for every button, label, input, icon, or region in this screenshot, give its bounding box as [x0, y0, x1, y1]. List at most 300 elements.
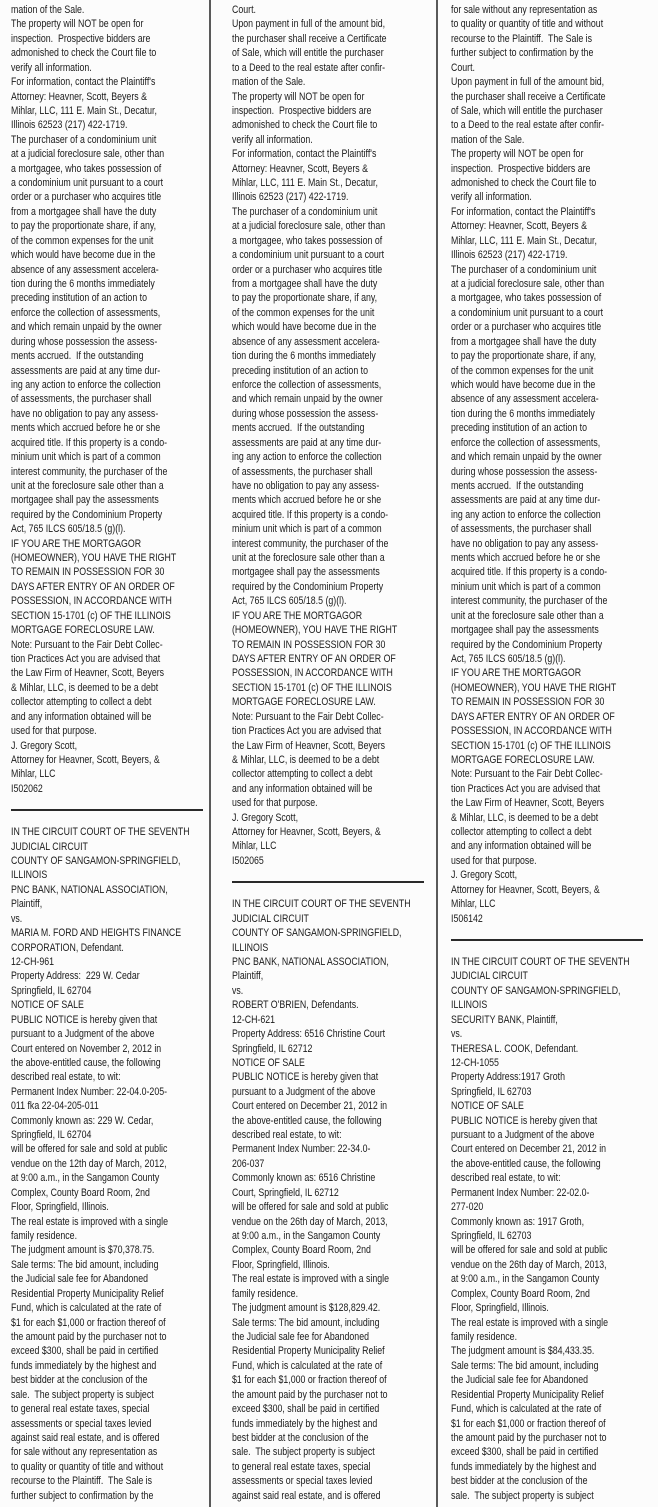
text-line: admonished to check the Court file to [451, 177, 597, 190]
text-line: against said real estate, and is offered [11, 1431, 160, 1444]
text-line: DAYS AFTER ENTRY OF AN ORDER OF [11, 580, 175, 593]
text-line: best bidder at the conclusion of the [232, 1431, 369, 1444]
text-line: collector attempting to collect a debt [11, 696, 152, 709]
text-line: tion Practices Act you are advised that [451, 782, 601, 795]
text-line: for sale without any representation as [451, 4, 598, 16]
text-line: Court. [232, 4, 256, 16]
text-line: ILLINOIS [232, 941, 269, 954]
text-line: J. Gregory Scott, [232, 811, 299, 824]
text-line: funds immediately by the highest and [232, 1417, 378, 1430]
text-line: vs. [232, 984, 244, 997]
text-line: Attorney for Heavner, Scott, Beyers, & [451, 883, 600, 896]
text-line: enforce the collection of assessments, [11, 306, 161, 319]
text-line: to pay the proportionate share, if any, [232, 292, 378, 305]
text-line: SECTION 15-1701 (c) OF THE ILLINOIS [451, 739, 611, 752]
notice-divider [232, 881, 424, 883]
text-line: POSSESSION, IN ACCORDANCE WITH [451, 725, 612, 738]
text-line: minium unit which is part of a common [11, 451, 161, 464]
text-line: Commonly known as: 229 W. Cedar, [11, 1114, 154, 1127]
text-line: Property Address: 6516 Christine Court [232, 1028, 386, 1041]
text-line: assessments or special taxes levied [232, 1475, 373, 1488]
text-line: Illinois 62523 (217) 422-1719. [11, 119, 128, 132]
text-line: Mihlar, LLC [451, 898, 496, 911]
text-line: at 9:00 a.m., in the Sangamon County [451, 1273, 600, 1286]
text-line: Court entered on December 21, 2012 in [451, 1143, 607, 1156]
text-line: to pay the proportionate share, if any, [451, 350, 597, 363]
text-line: from a mortgagee shall have the duty [451, 335, 597, 348]
text-line: Floor, Springfield, Illinois. [11, 1201, 109, 1214]
text-line: ILLINOIS [451, 999, 488, 1012]
text-line: ROBERT O'BRIEN, Defendants. [232, 999, 359, 1012]
text-line: Residential Property Municipality Relief [11, 1287, 164, 1300]
text-line: sale. The subject property is subject [232, 1446, 375, 1459]
text-line: which would have become due in the [11, 249, 156, 262]
text-line: PUBLIC NOTICE is hereby given that [451, 1114, 598, 1127]
text-line: to pay the proportionate share, if any, [11, 220, 157, 233]
text-line: ments accrued. If the outstanding [11, 350, 144, 363]
text-line: Plaintiff, [232, 970, 264, 983]
text-line: admonished to check the Court file to [232, 119, 378, 132]
text-line: Springfield, IL 62703 [451, 1230, 532, 1243]
text-line: vs. [451, 1028, 463, 1041]
text-line: TO REMAIN IN POSSESSION FOR 30 [451, 696, 605, 709]
text-line: I502062 [11, 782, 43, 795]
text-line: Attorney for Heavner, Scott, Beyers, & [232, 826, 381, 839]
text-line: verify all information. [451, 191, 532, 204]
text-line: from a mortgagee shall have the duty [11, 205, 157, 218]
text-line: and any information obtained will be [11, 710, 152, 723]
text-line: Springfield, IL 62703 [451, 1085, 532, 1098]
text-line: Court. [451, 61, 475, 74]
text-line: absence of any assessment accelera- [11, 263, 159, 276]
text-line: I506142 [451, 912, 483, 925]
text-line: Commonly known as: 1917 Groth, [451, 1215, 585, 1228]
text-line: preceding institution of an action to [232, 364, 369, 377]
text-line: MORTGAGE FORECLOSURE LAW. [11, 624, 155, 637]
text-line: collector attempting to collect a debt [451, 826, 592, 839]
text-line: further subject to confirmation by the [451, 47, 594, 60]
text-line: IN THE CIRCUIT COURT OF THE SEVENTH [11, 826, 190, 839]
text-line: & Mihlar, LLC, is deemed to be a debt [232, 753, 380, 766]
text-line: minium unit which is part of a common [232, 523, 382, 536]
text-line: Springfield, IL 62712 [232, 1042, 313, 1055]
text-line: MARIA M. FORD AND HEIGHTS FINANCE [11, 927, 182, 940]
text-line: Note: Pursuant to the Fair Debt Collec- [451, 768, 603, 781]
text-line: acquired title. If this property is a condo- [451, 566, 608, 579]
text-line: Act, 765 ILCS 605/18.5 (g)(l). [11, 523, 126, 536]
text-line: For information, contact the Plaintiff's [451, 205, 596, 218]
text-line: verify all information. [11, 61, 92, 74]
text-line: inspection. Prospective bidders are [451, 162, 591, 175]
text-line: & Mihlar, LLC, is deemed to be a debt [11, 681, 159, 694]
text-line: of the common expenses for the unit [451, 364, 594, 377]
text-line: during whose possession the assess- [232, 407, 379, 420]
text-line: required by the Condominium Property [451, 638, 603, 651]
text-line: the amount paid by the purchaser not to [11, 1330, 167, 1343]
text-line: 277-020 [451, 1201, 484, 1214]
text-line: used for that purpose. [232, 797, 318, 810]
text-line: vendue on the 26th day of March, 2013, [232, 1215, 388, 1228]
text-line: The judgment amount is $128,829.42. [232, 1302, 381, 1315]
text-line: The judgment amount is $70,378.75. [11, 1244, 155, 1257]
text-line: ments accrued. If the outstanding [232, 422, 365, 435]
text-line: at 9:00 a.m., in the Sangamon County [232, 1230, 381, 1243]
text-line: Permanent Index Number: 22-34.0- [232, 1143, 371, 1156]
text-line: Plaintiff, [11, 898, 43, 911]
text-line: mation of the Sale. [451, 133, 525, 146]
text-line: CORPORATION, Defendant. [11, 941, 124, 954]
text-line: TO REMAIN IN POSSESSION FOR 30 [11, 566, 165, 579]
text-line: Note: Pursuant to the Fair Debt Collec- [232, 710, 384, 723]
text-line: a condominium unit pursuant to a court [11, 177, 164, 190]
text-line: ments accrued. If the outstanding [451, 479, 584, 492]
text-line: The judgment amount is $84,433.35. [451, 1345, 595, 1358]
text-line: of the common expenses for the unit [232, 306, 375, 319]
text-line: Mihlar, LLC, 111 E. Main St., Decatur, [232, 177, 378, 190]
text-line: 011 fka 22-04-205-011 [11, 1100, 99, 1113]
text-line: funds immediately by the highest and [11, 1359, 157, 1372]
text-line: the Law Firm of Heavner, Scott, Beyers [232, 739, 386, 752]
text-line: unit at the foreclosure sale other than a [451, 609, 604, 622]
text-line: The purchaser of a condominium unit [232, 205, 378, 218]
text-line: tion Practices Act you are advised that [11, 652, 161, 665]
text-line: Property Address:1917 Groth [451, 1071, 565, 1084]
text-line: interest community, the purchaser of the [232, 537, 389, 550]
text-line: ments which accrued before he or she [451, 552, 601, 565]
text-line: to quality or quantity of title and without [451, 18, 604, 31]
text-line: will be offered for sale and sold at public [232, 1201, 389, 1214]
text-line: and which remain unpaid by the owner [232, 393, 383, 406]
text-line: of the common expenses for the unit [11, 234, 154, 247]
text-line: MORTGAGE FORECLOSURE LAW. [451, 753, 595, 766]
text-line: DAYS AFTER ENTRY OF AN ORDER OF [232, 652, 396, 665]
text-line: Act, 765 ILCS 605/18.5 (g)(l). [232, 595, 347, 608]
text-line: unit at the foreclosure sale other than a [232, 552, 385, 565]
text-line: which would have become due in the [451, 378, 596, 391]
text-line: of Sale, which will entitle the purchaser [232, 47, 384, 60]
text-line: 206-037 [232, 1157, 265, 1170]
text-line: to a Deed to the real estate after confir- [451, 119, 605, 132]
text-line: and which remain unpaid by the owner [451, 451, 602, 464]
text-line: a condominium unit pursuant to a court [451, 306, 604, 319]
text-line: minium unit which is part of a common [451, 580, 601, 593]
notice-column-1-content [11, 3, 211, 1503]
text-line: have no obligation to pay any assess- [451, 537, 599, 550]
text-line: NOTICE OF SALE [451, 1100, 524, 1113]
text-line: The property will NOT be open for [232, 90, 365, 103]
text-line: a condominium unit pursuant to a court [232, 249, 385, 262]
text-line: against said real estate, and is offered [232, 1489, 381, 1502]
text-line: family residence. [451, 1330, 518, 1343]
text-line: described real estate, to wit: [232, 1129, 342, 1142]
text-line: DAYS AFTER ENTRY OF AN ORDER OF [451, 710, 615, 723]
text-line: SECTION 15-1701 (c) OF THE ILLINOIS [11, 609, 171, 622]
text-line: Note: Pursuant to the Fair Debt Collec- [11, 638, 163, 651]
text-line: Attorney: Heavner, Scott, Beyers & [11, 90, 147, 103]
text-line: to quality or quantity of title and without [11, 1460, 164, 1473]
text-line: have no obligation to pay any assess- [232, 479, 380, 492]
text-line: of assessments, the purchaser shall [232, 465, 373, 478]
text-line: Mihlar, LLC, 111 E. Main St., Decatur, [451, 234, 597, 247]
text-line: TO REMAIN IN POSSESSION FOR 30 [232, 638, 386, 651]
text-line: 12-CH-1055 [451, 1056, 499, 1069]
text-line: IN THE CIRCUIT COURT OF THE SEVENTH [232, 898, 411, 911]
notice-divider [11, 809, 203, 811]
text-line: COUNTY OF SANGAMON-SPRINGFIELD, [11, 855, 181, 868]
text-line: the purchaser shall receive a Certificate [451, 90, 606, 103]
text-line: required by the Condominium Property [11, 508, 163, 521]
text-line: ILLINOIS [11, 869, 48, 882]
text-line: IF YOU ARE THE MORTGAGOR [232, 609, 363, 622]
text-line: POSSESSION, IN ACCORDANCE WITH [11, 595, 172, 608]
text-line: IN THE CIRCUIT COURT OF THE SEVENTH [451, 956, 630, 968]
text-line: mortgagee shall pay the assessments [451, 624, 599, 637]
text-line: Complex, County Board Room, 2nd [232, 1244, 371, 1257]
text-line: preceding institution of an action to [11, 292, 148, 305]
text-line: at a judicial foreclosure sale, other than [11, 148, 165, 161]
text-line: assessments are paid at any time dur- [451, 494, 601, 507]
text-line: mortgagee shall pay the assessments [11, 494, 159, 507]
text-line: vendue on the 26th day of March, 2013, [451, 1258, 607, 1271]
text-line: Attorney: Heavner, Scott, Beyers & [451, 220, 587, 233]
text-line: verify all information. [232, 133, 313, 146]
text-line: will be offered for sale and sold at public [11, 1143, 168, 1156]
text-line: the Judicial sale fee for Abandoned [232, 1330, 369, 1343]
text-line: family residence. [232, 1287, 299, 1300]
text-line: assessments are paid at any time dur- [232, 436, 382, 449]
text-line: ing any action to enforce the collection [451, 508, 601, 521]
text-line: have no obligation to pay any assess- [11, 407, 159, 420]
text-line: Mihlar, LLC [232, 840, 277, 853]
text-line: sale. The subject property is subject [451, 1489, 594, 1502]
text-line: vs. [11, 912, 23, 925]
text-line: JUDICIAL CIRCUIT [451, 970, 528, 983]
text-line: pursuant to a Judgment of the above [451, 1129, 595, 1142]
text-line: COUNTY OF SANGAMON-SPRINGFIELD, [451, 984, 621, 997]
notice-column-2-content [232, 3, 432, 1503]
text-line: Illinois 62523 (217) 422-1719. [232, 191, 349, 204]
notice-column-2 [232, 3, 482, 1503]
text-line: the amount paid by the purchaser not to [451, 1431, 607, 1444]
text-line: acquired title. If this property is a condo- [232, 508, 389, 521]
text-line: Complex, County Board Room, 2nd [11, 1186, 150, 1199]
text-line: J. Gregory Scott, [451, 869, 518, 882]
text-line: Fund, which is calculated at the rate of [11, 1302, 162, 1315]
text-line: best bidder at the conclusion of the [11, 1374, 148, 1387]
text-line: $1 for each $1,000 or fraction thereof of [11, 1316, 166, 1329]
text-line: PNC BANK, NATIONAL ASSOCIATION, [11, 883, 168, 896]
text-line: The real estate is improved with a single [232, 1273, 390, 1286]
text-line: Court entered on December 21, 2012 in [232, 1100, 388, 1113]
text-line: (HOMEOWNER), YOU HAVE THE RIGHT [232, 624, 398, 637]
text-line: preceding institution of an action to [451, 422, 588, 435]
text-line: For information, contact the Plaintiff's [232, 148, 377, 161]
text-line: will be offered for sale and sold at public [451, 1244, 608, 1257]
text-line: assessments are paid at any time dur- [11, 364, 161, 377]
text-line: the above-entitled cause, the following [11, 1056, 161, 1069]
text-line: pursuant to a Judgment of the above [232, 1085, 376, 1098]
text-line: ments which accrued before he or she [11, 422, 161, 435]
text-line: recourse to the Plaintiff. The Sale is [11, 1475, 153, 1488]
text-line: family residence. [11, 1230, 78, 1243]
text-line: Illinois 62523 (217) 422-1719. [451, 249, 568, 262]
text-line: of Sale, which will entitle the purchaser [451, 104, 603, 117]
text-line: IF YOU ARE THE MORTGAGOR [451, 667, 582, 680]
text-line: COUNTY OF SANGAMON-SPRINGFIELD, [232, 927, 402, 940]
text-line: SECURITY BANK, Plaintiff, [451, 1013, 558, 1026]
text-line: collector attempting to collect a debt [232, 768, 373, 781]
text-line: Court, Springfield, IL 62712 [232, 1186, 339, 1199]
text-line: enforce the collection of assessments, [232, 378, 382, 391]
text-line: the purchaser shall receive a Certificate [232, 32, 387, 45]
text-line: Fund, which is calculated at the rate of [232, 1359, 383, 1372]
text-line: ing any action to enforce the collection [232, 451, 382, 464]
text-line: to general real estate taxes, special [11, 1403, 150, 1416]
text-line: the Law Firm of Heavner, Scott, Beyers [11, 667, 165, 680]
text-line: PUBLIC NOTICE is hereby given that [11, 1013, 158, 1026]
text-line: order or a purchaser who acquires title [451, 321, 602, 334]
text-line: the Law Firm of Heavner, Scott, Beyers [451, 797, 605, 810]
text-line: and which remain unpaid by the owner [11, 321, 162, 334]
notice-column-3 [451, 3, 658, 1503]
text-line: the above-entitled cause, the following [451, 1157, 601, 1170]
text-line: and any information obtained will be [232, 782, 373, 795]
text-line: Residential Property Municipality Relief [451, 1388, 604, 1401]
text-line: during whose possession the assess- [11, 335, 158, 348]
text-line: sale. The subject property is subject [11, 1388, 154, 1401]
text-line: tion during the 6 months immediately [451, 407, 595, 420]
text-line: to a Deed to the real estate after confir- [232, 61, 386, 74]
text-line: PNC BANK, NATIONAL ASSOCIATION, [232, 956, 389, 968]
text-line: IF YOU ARE THE MORTGAGOR [11, 537, 142, 550]
text-line: The property will NOT be open for [11, 18, 144, 31]
text-line: Upon payment in full of the amount bid, [451, 76, 605, 89]
text-line: admonished to check the Court file to [11, 47, 157, 60]
text-line: Fund, which is calculated at the rate of [451, 1403, 602, 1416]
text-line: Sale terms: The bid amount, including [451, 1359, 599, 1372]
text-line: Floor, Springfield, Illinois. [232, 1258, 330, 1271]
text-line: a mortgagee, who takes possession of [11, 162, 162, 175]
text-line: SECTION 15-1701 (c) OF THE ILLINOIS [232, 681, 392, 694]
text-line: exceed $300, shall be paid in certified [232, 1403, 380, 1416]
text-line: (HOMEOWNER), YOU HAVE THE RIGHT [451, 681, 617, 694]
text-line: ments which accrued before he or she [232, 494, 382, 507]
text-line: absence of any assessment accelera- [232, 335, 380, 348]
text-line: described real estate, to wit: [11, 1071, 121, 1084]
notice-column-3-content [451, 3, 651, 1503]
text-line: unit at the foreclosure sale other than a [11, 479, 164, 492]
text-line: at 9:00 a.m., in the Sangamon County [11, 1172, 160, 1185]
text-line: 12-CH-961 [11, 956, 55, 968]
text-line: of assessments, the purchaser shall [451, 523, 592, 536]
text-line: tion during the 6 months immediately [11, 278, 155, 291]
notice-column-1 [11, 3, 261, 1503]
text-line: Upon payment in full of the amount bid, [232, 18, 386, 31]
text-line: enforce the collection of assessments, [451, 436, 601, 449]
text-line: exceed $300, shall be paid in certified [11, 1345, 159, 1358]
text-line: Commonly known as: 6516 Christine [232, 1172, 376, 1185]
text-line: recourse to the Plaintiff. The Sale is [451, 32, 593, 45]
text-line: of assessments, the purchaser shall [11, 393, 152, 406]
text-line: the Judicial sale fee for Abandoned [11, 1273, 148, 1286]
text-line: MORTGAGE FORECLOSURE LAW. [232, 696, 376, 709]
text-line: interest community, the purchaser of the [451, 595, 608, 608]
text-line: used for that purpose. [11, 725, 97, 738]
text-line: which would have become due in the [232, 321, 377, 334]
text-line: vendue on the 12th day of March, 2012, [11, 1157, 167, 1170]
text-line: required by the Condominium Property [232, 580, 384, 593]
text-line: Residential Property Municipality Relief [232, 1345, 385, 1358]
text-line: Attorney: Heavner, Scott, Beyers & [232, 162, 368, 175]
text-line: a mortgagee, who takes possession of [451, 292, 602, 305]
text-line: for sale without any representation as [11, 1446, 158, 1459]
text-line: The purchaser of a condominium unit [11, 133, 157, 146]
text-line: POSSESSION, IN ACCORDANCE WITH [232, 667, 393, 680]
text-line: order or a purchaser who acquires title [11, 191, 162, 204]
text-line: The purchaser of a condominium unit [451, 263, 597, 276]
text-line: and any information obtained will be [451, 840, 592, 853]
text-line: Permanent Index Number: 22-04.0-205- [11, 1085, 168, 1098]
text-line: $1 for each $1,000 or fraction thereof of [232, 1374, 387, 1387]
text-line: the amount paid by the purchaser not to [232, 1388, 388, 1401]
text-line: The real estate is improved with a single [451, 1316, 609, 1329]
text-line: NOTICE OF SALE [232, 1056, 305, 1069]
text-line: JUDICIAL CIRCUIT [11, 840, 88, 853]
notice-divider [451, 939, 643, 941]
text-line: order or a purchaser who acquires title [232, 263, 383, 276]
text-line: mortgagee shall pay the assessments [232, 566, 380, 579]
text-line: described real estate, to wit: [451, 1172, 561, 1185]
text-line: Springfield, IL 62704 [11, 1129, 92, 1142]
text-line: further subject to confirmation by the [11, 1489, 154, 1502]
text-line: tion Practices Act you are advised that [232, 725, 382, 738]
text-line: THERESA L. COOK, Defendant. [451, 1042, 579, 1055]
text-line: the above-entitled cause, the following [232, 1114, 382, 1127]
text-line: the Judicial sale fee for Abandoned [451, 1374, 588, 1387]
text-line: Springfield, IL 62704 [11, 984, 92, 997]
text-line: mation of the Sale. [232, 76, 306, 89]
text-line: Mihlar, LLC [11, 768, 56, 781]
text-line: from a mortgagee shall have the duty [232, 278, 378, 291]
text-line: Property Address: 229 W. Cedar [11, 970, 140, 983]
text-line: $1 for each $1,000 or fraction thereof of [451, 1417, 606, 1430]
text-line: a mortgagee, who takes possession of [232, 234, 383, 247]
text-line: mation of the Sale. [11, 4, 85, 16]
text-line: 12-CH-621 [232, 1013, 276, 1026]
text-line: Sale terms: The bid amount, including [11, 1258, 159, 1271]
text-line: to general real estate taxes, special [232, 1460, 371, 1473]
text-line: For information, contact the Plaintiff's [11, 76, 156, 89]
text-line: at a judicial foreclosure sale, other than [451, 278, 605, 291]
text-line: Attorney for Heavner, Scott, Beyers, & [11, 753, 160, 766]
text-line: absence of any assessment accelera- [451, 393, 599, 406]
text-line: exceed $300, shall be paid in certified [451, 1446, 599, 1459]
text-line: Sale terms: The bid amount, including [232, 1316, 380, 1329]
text-line: acquired title. If this property is a condo- [11, 436, 168, 449]
text-line: NOTICE OF SALE [11, 999, 84, 1012]
text-line: tion during the 6 months immediately [232, 350, 376, 363]
text-line: The property will NOT be open for [451, 148, 584, 161]
text-line: interest community, the purchaser of the [11, 465, 168, 478]
text-line: Permanent Index Number: 22-02.0- [451, 1186, 590, 1199]
text-line: PUBLIC NOTICE is hereby given that [232, 1071, 379, 1084]
text-line: at a judicial foreclosure sale, other than [232, 220, 386, 233]
text-line: Act, 765 ILCS 605/18.5 (g)(l). [451, 652, 566, 665]
text-line: used for that purpose. [451, 854, 537, 867]
text-line: Mihlar, LLC, 111 E. Main St., Decatur, [11, 104, 157, 117]
text-line: JUDICIAL CIRCUIT [232, 912, 309, 925]
text-line: funds immediately by the highest and [451, 1460, 597, 1473]
